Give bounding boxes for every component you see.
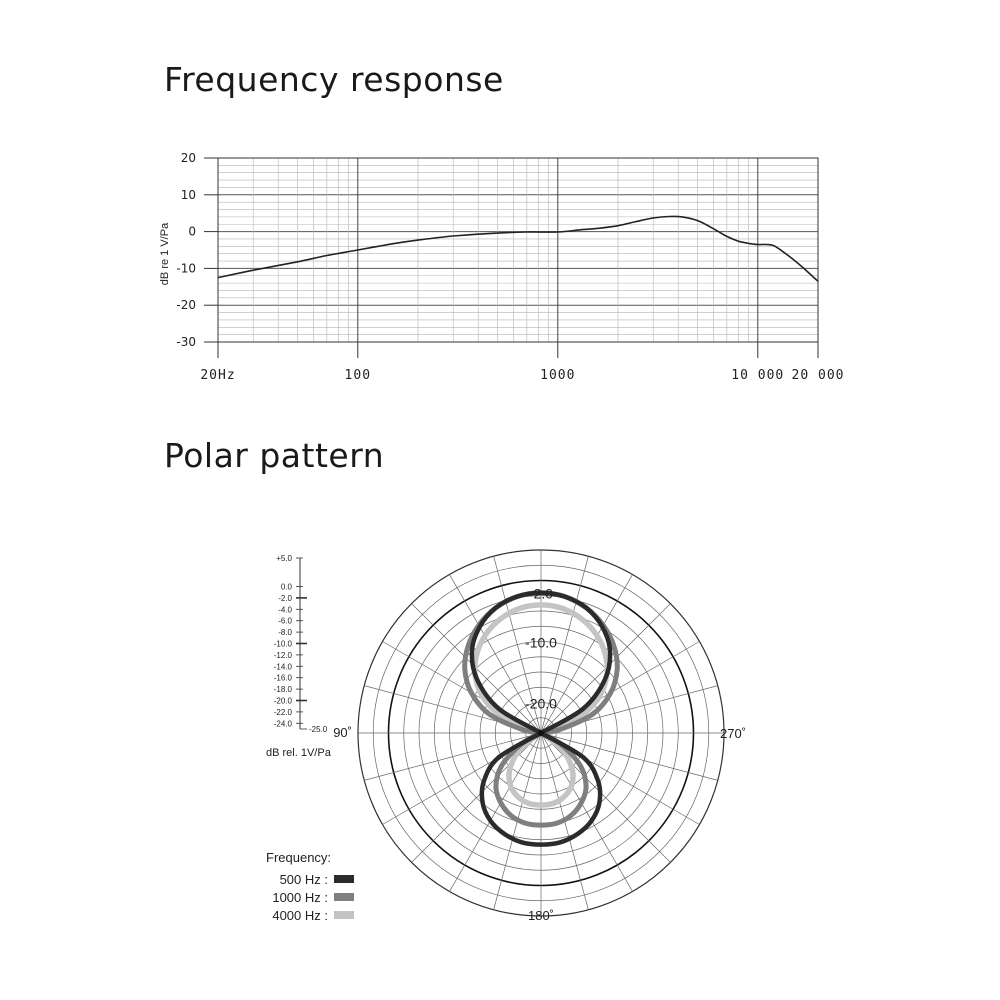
polar-ring-label: -20.0 <box>525 695 557 712</box>
scale-label: 0.0 <box>280 582 292 592</box>
scale-label: -18.0 <box>273 685 292 695</box>
polar-spoke <box>541 733 633 891</box>
scale-label: -2.0 <box>278 593 292 603</box>
scale-label: -14.0 <box>273 662 292 672</box>
y-tick-label: 20 <box>180 151 196 165</box>
polar-ring-label: -2.0 <box>528 585 554 602</box>
polar-angle-label: 270˚ <box>720 726 747 741</box>
scale-label: -20.0 <box>273 696 292 706</box>
y-tick-label: 0 <box>188 224 196 239</box>
polar-db-scale <box>274 554 328 734</box>
scale-label: -25.0 <box>309 725 328 734</box>
legend-label: 4000 Hz : <box>272 908 328 923</box>
polar-angle-label: 180˚ <box>527 908 555 923</box>
scale-label: -8.0 <box>278 628 292 638</box>
legend-label: 500 Hz : <box>279 872 328 887</box>
x-tick-label: 1000 <box>540 368 576 383</box>
legend-label: 1000 Hz : <box>272 890 328 905</box>
polar-pattern-title: Polar pattern <box>164 436 385 475</box>
scale-label: -24.0 <box>273 719 292 729</box>
frequency-y-axis-label: dB re 1 V/Pa <box>159 222 171 286</box>
polar-ring-label: -10.0 <box>525 634 557 651</box>
legend-swatch <box>334 893 354 901</box>
scale-label: -16.0 <box>273 673 292 683</box>
polar-spoke <box>450 733 542 891</box>
scale-label: -10.0 <box>273 639 292 649</box>
x-tick-label: 100 <box>344 368 372 383</box>
x-tick-label: 20Hz <box>200 368 236 383</box>
scale-label: -22.0 <box>273 707 292 717</box>
y-tick-label: -20 <box>176 298 196 313</box>
legend-swatch <box>334 875 354 883</box>
scale-label: +5.0 <box>276 554 292 563</box>
y-tick-label: 10 <box>180 187 196 202</box>
polar-center <box>538 730 544 736</box>
scale-label: -12.0 <box>273 650 292 660</box>
legend-swatch <box>334 911 354 919</box>
legend-title: Frequency: <box>266 850 332 865</box>
polar-angle-label: 90˚ <box>333 725 352 740</box>
x-tick-label: 10 000 <box>731 368 785 383</box>
polar-legend <box>272 872 354 923</box>
frequency-response-title: Frequency response <box>164 60 504 99</box>
scale-label: -4.0 <box>278 605 292 615</box>
polar-scale-unit: dB rel. 1V/Pa <box>266 747 331 759</box>
y-tick-label: -30 <box>176 335 196 349</box>
y-tick-label: -10 <box>176 261 196 276</box>
scale-label: -6.0 <box>278 616 292 626</box>
x-tick-label: 20 000 <box>791 368 845 383</box>
